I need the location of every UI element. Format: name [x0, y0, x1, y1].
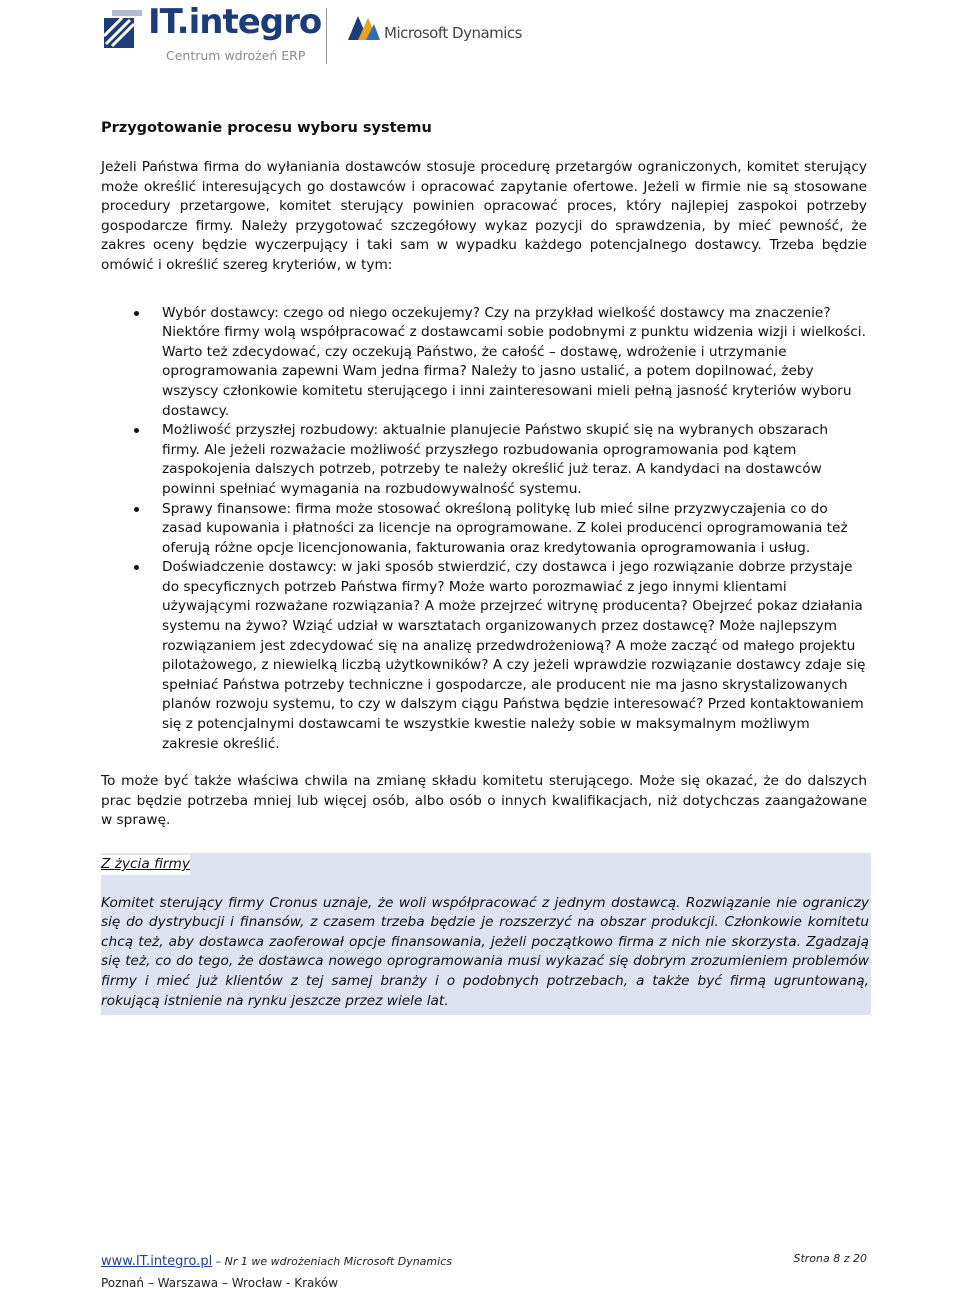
bullet-icon — [134, 507, 139, 512]
list-item — [162, 304, 867, 422]
list-item — [162, 421, 867, 499]
list-item-text: Wybór dostawcy: czego od niego oczekujemy? Czy na przykład wielkość dostawcy ma znaczenie? Niektóre firmy wolą współpracować z dostawcami sobie podobnymi z punktu widzenia wizji i wielkości. Warto też zdecydować, czy oczekują Państwo, że całość – dostawę, wdrożenie i utrzymanie oprogramowania zapewni Wam jedna firma? Należy to jasno ustalić, a potem dopilnować, żeby wszyscy członkowie komitetu sterującego i inni zainteresowani mieli pełną jasność kryteriów wyboru dostawcy. — [162, 304, 866, 419]
logo-divider — [326, 8, 327, 64]
footer-tagline: – Nr 1 we wdrożeniach Microsoft Dynamics — [212, 1255, 452, 1268]
list-item — [162, 500, 867, 559]
document-body — [101, 120, 867, 1015]
section-heading: Przygotowanie procesu wyboru systemu — [101, 120, 432, 136]
page-footer — [101, 1250, 867, 1290]
bullet-icon — [134, 565, 139, 570]
case-study-title: Z życia firmy — [101, 855, 190, 875]
criteria-list — [101, 304, 867, 755]
microsoft-dynamics-logo-text: Microsoft Dynamics — [384, 24, 522, 42]
intro-paragraph: Jeżeli Państwa firma do wyłaniania dostawców stosuje procedurę przetargów ograniczonych, komitet sterujący może określić interesujących go dostawców i opracować zapytanie ofertowe. Jeżeli w firmie nie są stosowane procedury przetargowe, komitet sterujący powinien opracować proces, który najlepiej zaspokoi potrzeby gospodarcze firmy. Należy przygotować szczegółowy wykaz pozycji do sprawdzenia, by mieć pewność, że zakres oceny będzie wyczerpujący i taki sam w wypadku każdego potencjalnego dostawcy. Trzeba będzie omówić i określić szereg kryteriów, w tym: — [101, 159, 867, 273]
page-header — [104, 2, 524, 68]
bullet-icon — [134, 311, 139, 316]
it-integro-logo-text: IT.integro — [148, 2, 322, 42]
it-integro-logo-subtitle: Centrum wdrożeń ERP — [166, 48, 306, 63]
list-item-text: Doświadczenie dostawcy: w jaki sposób stwierdzić, czy dostawca i jego rozwiązanie dobrze przystaje do specyficznych potrzeb Państwa firmy? Może warto porozmawiać z jego innymi klientami używającymi rozważane rozwiązania? A może przejrzeć witrynę producenta? Obejrzeć pokaz działania systemu na żywo? Wziąć udział w warsztatach organizowanych przez dostawcę? Może najlepszym rozwiązaniem jest zdecydować się na analizę przedwdrożeniową? A może zacząć od małego projektu pilotażowego, z niewielką liczbą użytkowników? A czy jeżeli wprawdzie rozwiązanie dostawcy zdaje się spełniać Państwa potrzeby techniczne i gospodarcze, ale producent nie ma jasno skrystalizowanych planów rozwoju systemu, to czy w dalszym ciągu Państwa będzie interesować? Przed kontaktowaniem się z potencjalnymi dostawcami te wszystkie kwestie należy sobie w maksymalnym możliwym zakresie określić. — [162, 559, 866, 752]
it-integro-logo-icon — [104, 10, 144, 50]
case-study-title-row — [101, 853, 869, 894]
case-study-box — [101, 853, 871, 1015]
website-link[interactable]: www.IT.integro.pl — [101, 1254, 213, 1269]
microsoft-dynamics-logo-icon — [346, 12, 382, 42]
footer-top-line — [101, 1250, 867, 1272]
list-item-text: Możliwość przyszłej rozbudowy: aktualnie planujecie Państwo skupić się na wybranych obszarach firmy. Ale jeżeli rozważacie możliwość przyszłego rozbudowania oprogramowania pod kątem zaspokojenia dalszych potrzeb, potrzeby te należy określić już teraz. A kandydaci na dostawców powinni spełniać wymagania na rozbudowywalność systemu. — [162, 422, 829, 497]
case-study-text: Komitet sterujący firmy Cronus uznaje, że woli współpracować z jednym dostawcą. Rozwiązanie nie ograniczy się do dystrybucji i finansów, z czasem trzeba będzie je rozszerzyć na obszar produkcji. Członkowie komitetu chcą też, aby dostawca zaoferował opcje finansowania, jeżeli początkowo firma z nich nie skorzysta. Zgadzają się też, co do tego, że dostawca nowego oprogramowania musi wykazać się dobrym zrozumieniem problemów firmy i mieć już klientów z tej samej branży i o podobnych potrzebach, a także być firmą ugruntowaną, rokującą istnienie na rynku jeszcze przez wiele lat. — [101, 894, 869, 1009]
page-number: Strona 8 z 20 — [793, 1252, 867, 1265]
list-item — [162, 558, 867, 754]
list-item-text: Sprawy finansowe: firma może stosować określoną politykę lub mieć silne przyzwyczajenia co do zasad kupowania i płatności za licencje na oprogramowane. Z kolei producenci oprogramowania też oferują różne opcje licencjonowania, fakturowania oraz kredytowania oprogramowania i usług. — [162, 500, 848, 556]
bullet-icon — [134, 428, 139, 433]
footer-cities: Poznań – Warszawa – Wrocław - Kraków — [101, 1276, 339, 1290]
closing-paragraph: To może być także właściwa chwila na zmianę składu komitetu sterującego. Może się okazać, że do dalszych prac będzie potrzeba mniej lub więcej osób, albo osób o innych kwalifikacjach, niż dotychczas zaangażowane w sprawę. — [101, 773, 867, 829]
